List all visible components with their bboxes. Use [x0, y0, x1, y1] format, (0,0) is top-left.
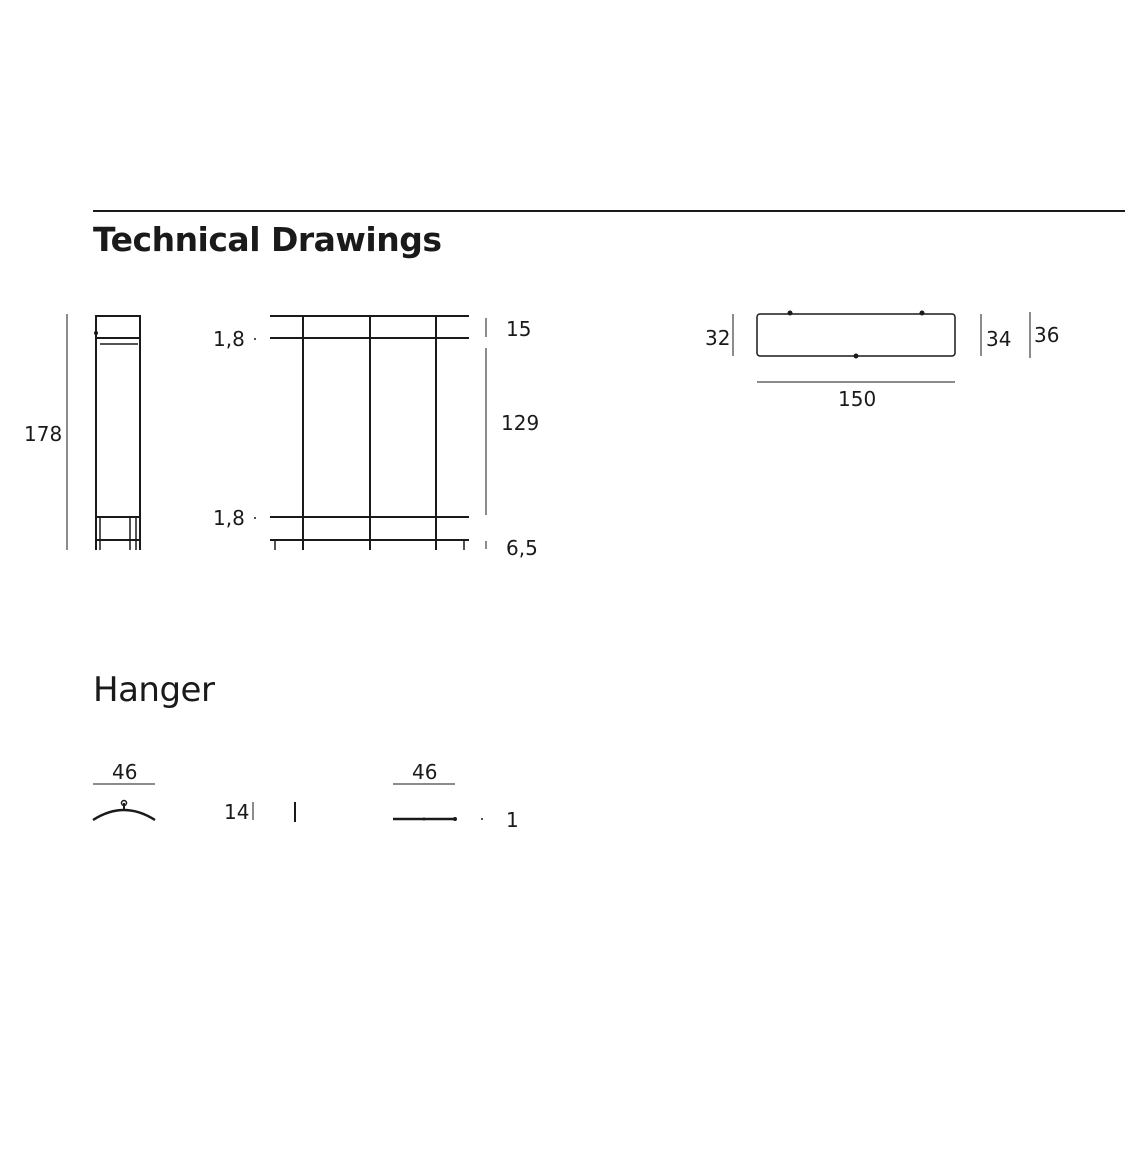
top-view-joint [920, 311, 925, 316]
hanger-top-view [393, 760, 519, 832]
rail-height-label: 129 [501, 411, 540, 435]
rack-height-label: 178 [24, 422, 63, 446]
rack-side-view [24, 314, 140, 550]
section-title-hanger: Hanger [93, 670, 215, 710]
hanger-arc [93, 810, 155, 820]
width-label: 150 [838, 387, 877, 411]
hanger-top-width-label: 46 [412, 760, 438, 784]
hanger-side-height-label: 14 [224, 800, 250, 824]
upper-bar-label: 1,8 [213, 327, 245, 351]
hanger-side-view [224, 800, 295, 824]
side-joint [94, 331, 98, 335]
hanger-front-width-label: 46 [112, 760, 138, 784]
depth-b-label: 34 [986, 327, 1012, 351]
top-gap-label: 15 [506, 317, 532, 341]
depth-a-label: 32 [705, 326, 731, 350]
hanger-top-end [453, 817, 457, 821]
hanger-top-joint [423, 818, 426, 821]
top-view-joint [788, 311, 793, 316]
lower-bar-marker [254, 517, 256, 519]
rack-front-view [213, 316, 539, 560]
upper-bar-marker [254, 338, 256, 340]
hanger-thickness-marker [481, 818, 483, 820]
lower-bar-label: 1,8 [213, 506, 245, 530]
hanger-front-view [93, 760, 155, 820]
top-view-outline [757, 314, 955, 356]
rack-top-view [705, 311, 1059, 412]
hanger-thickness-label: 1 [506, 808, 519, 832]
foot-height-label: 6,5 [506, 536, 538, 560]
top-view-joint [854, 354, 859, 359]
page-title: Technical Drawings [93, 220, 442, 259]
depth-c-label: 36 [1034, 323, 1060, 347]
